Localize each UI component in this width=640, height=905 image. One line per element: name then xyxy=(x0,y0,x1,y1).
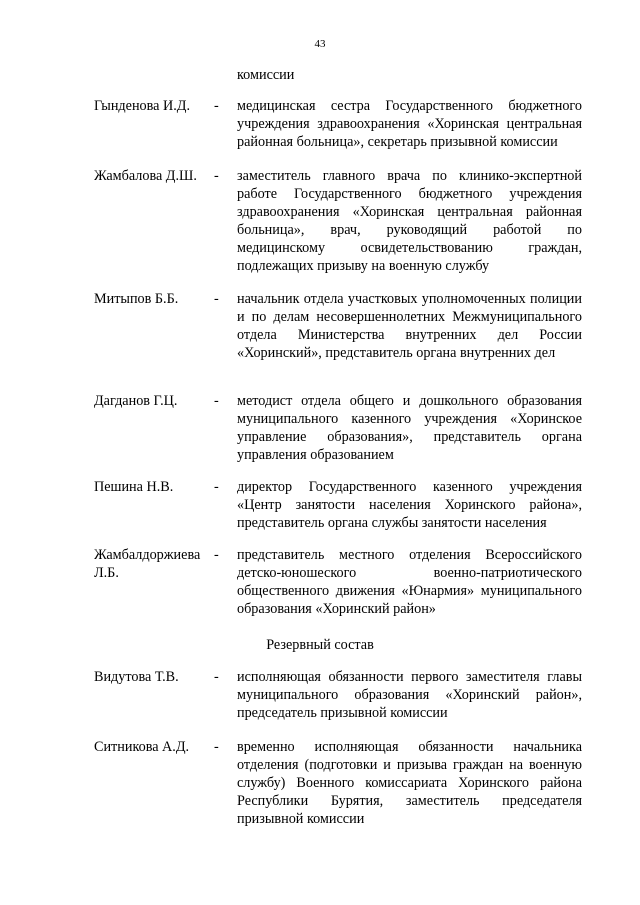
member-name: Жамбалдоржиева Л.Б. xyxy=(94,547,201,581)
dash: - xyxy=(214,669,219,685)
page-number: 43 xyxy=(314,38,326,50)
dash: - xyxy=(214,98,219,114)
member-description: медицинская сестра Государственного бюджетного учреждения здравоохранения «Хоринская центральная районная больница», секретарь призывной комиссии xyxy=(237,98,582,150)
reserve-heading: Резервный состав xyxy=(266,637,374,653)
member-name: Гынденова И.Д. xyxy=(94,98,191,114)
dash: - xyxy=(214,393,219,409)
member-name: Митыпов Б.Б. xyxy=(94,291,179,307)
member-description: директор Государственного казенного учреждения «Центр занятости населения Хоринского района», представитель органа службы занятости населения xyxy=(237,479,582,531)
member-name: Видутова Т.В. xyxy=(94,669,179,685)
dash: - xyxy=(214,291,219,307)
dash: - xyxy=(214,739,219,755)
dash: - xyxy=(214,168,219,184)
dash: - xyxy=(214,547,219,563)
member-name: Жамбалова Д.Ш. xyxy=(94,168,197,184)
member-description: начальник отдела участковых уполномоченных полиции и по делам несовершеннолетних Межмуниципального отдела Министерства внутренних дел России «Хоринский», представитель органа внутренних дел xyxy=(237,291,582,361)
continuation-text: комиссии xyxy=(237,67,295,83)
member-name: Пешина Н.В. xyxy=(94,479,174,495)
member-description: временно исполняющая обязанности начальника отделения (подготовки и призыва граждан на военную службу) Военного комиссариата Хоринского района Республики Бурятия, заместитель председателя призывной комиссии xyxy=(237,739,582,827)
member-description: заместитель главного врача по клинико-экспертной работе Государственного бюджетного учреждения здравоохранения «Хоринская центральная районная больница», врач, руководящий работой по медицинскому освидетельствованию граждан, подлежащих призыву на военную службу xyxy=(237,168,582,274)
member-description: исполняющая обязанности первого заместителя главы муниципального образования «Хоринский район», председатель призывной комиссии xyxy=(237,669,582,721)
member-name: Дагданов Г.Ц. xyxy=(94,393,178,409)
member-description: методист отдела общего и дошкольного образования муниципального казенного учреждения «Хоринское управление образования», представитель органа управления образованием xyxy=(237,393,582,463)
member-description: представитель местного отделения Всероссийского детско-юношеского военно-патриотического общественного движения «Юнармия» муниципального образования «Хоринский район» xyxy=(237,547,582,617)
dash: - xyxy=(214,479,219,495)
member-name: Ситникова А.Д. xyxy=(94,739,190,755)
